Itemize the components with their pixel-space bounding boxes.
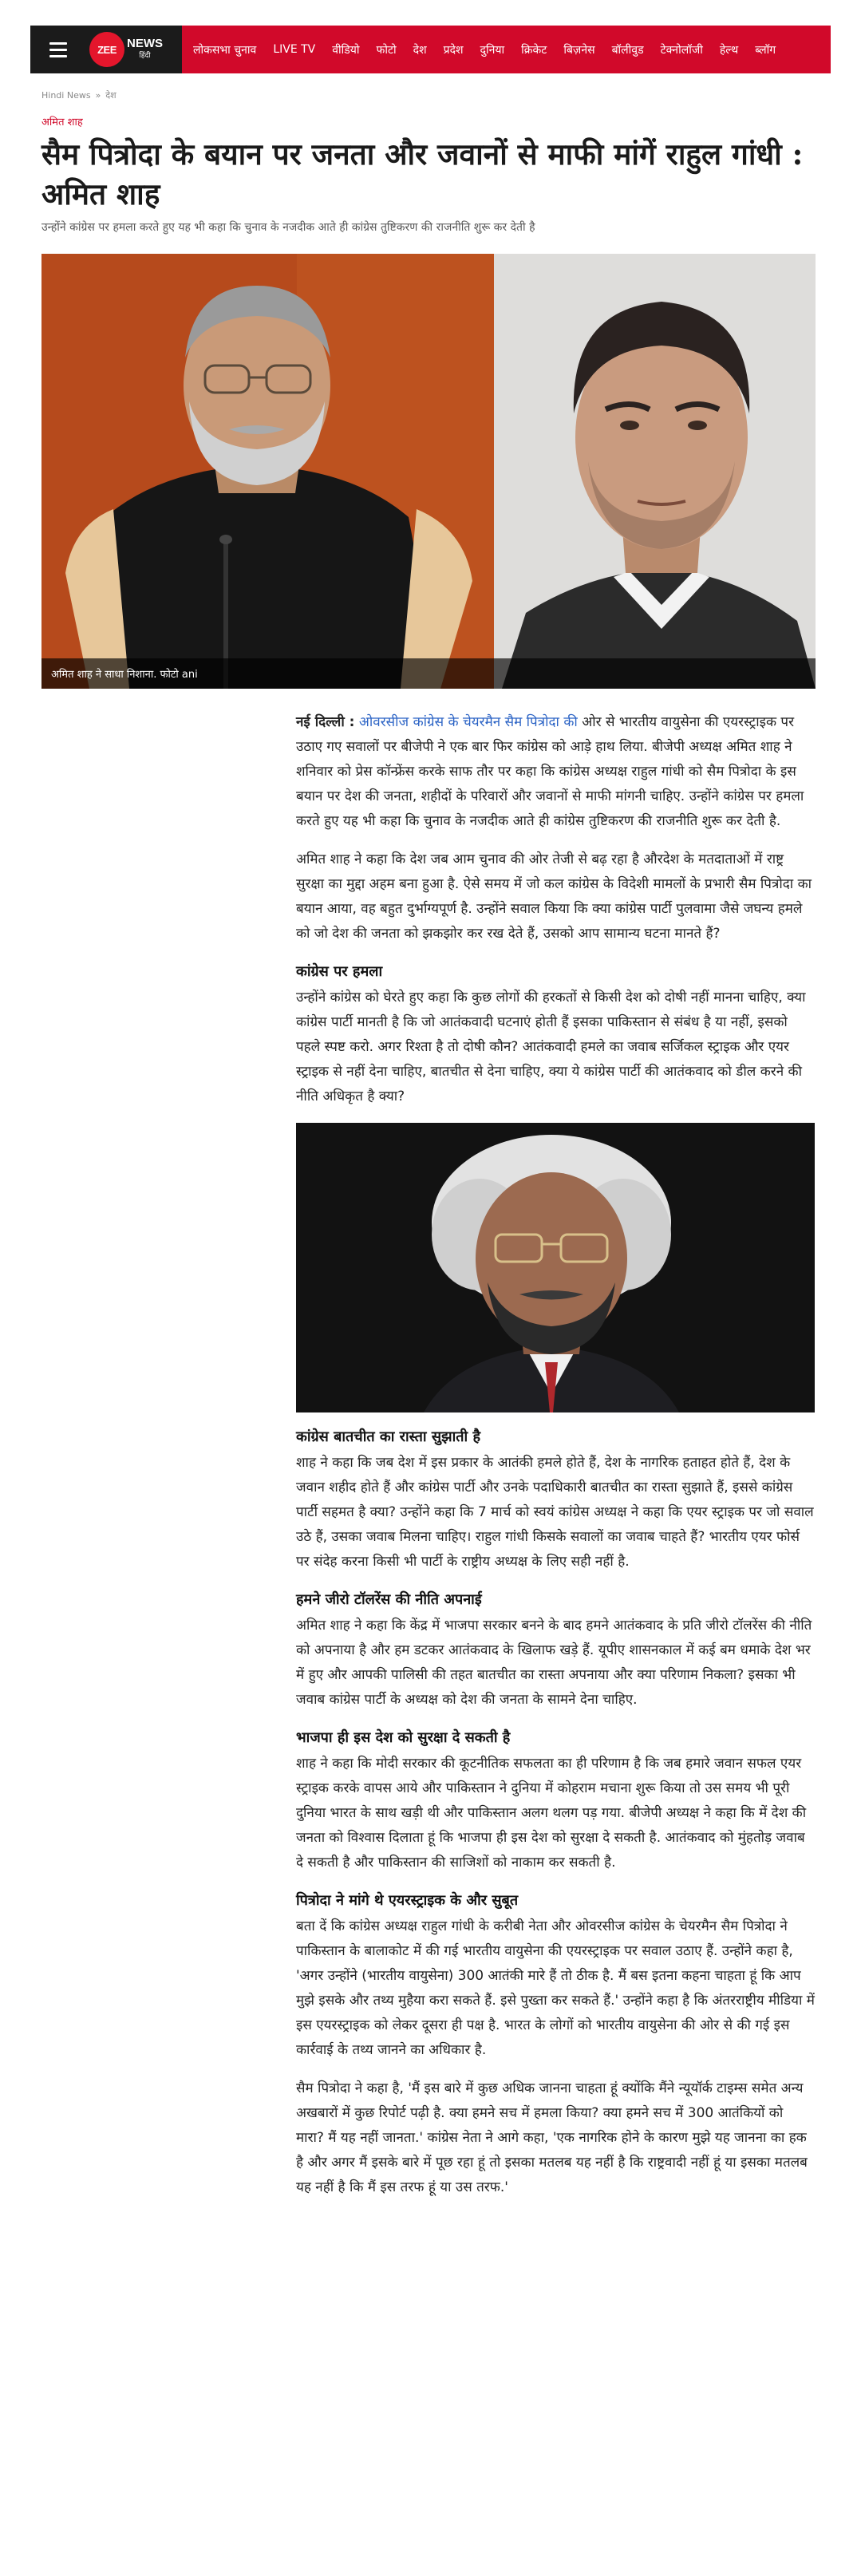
logo-wordmark xyxy=(127,38,163,61)
inline-link-sam-pitroda[interactable]: ओवरसीज कांग्रेस के चेयरमैन सैम पित्रोदा की xyxy=(358,714,578,730)
nav-item-technology[interactable]: टेक्नोलॉजी xyxy=(660,43,703,57)
paragraph-1-text: ओर से भारतीय वायुसेना की एयरस्ट्राइक पर उठाए गए सवालों पर बीजेपी ने एक बार फिर कांग्रेस को आड़े हाथ लिया. बीजेपी अध्यक्ष अमित शाह ने शनिवार को प्रेस कॉन्फ्रेंस करके साफ तौर पर कहा कि कांग्रेस अध्यक्ष राहुल गांधी को सैम पित्रोदा के इस बयान पर देश की जनता, शहीदों के परिवारों और जवानों से माफी मांगनी चाहिए. उन्होंने कांग्रेस पर हमला करते हुए यह भी कहा कि चुनाव के नजदीक आते ही कांग्रेस तुष्टिकरण की राजनीति शुरू कर देती है. xyxy=(296,714,804,829)
author-name[interactable]: अमित शाह xyxy=(41,117,83,128)
paragraph-4: शाह ने कहा कि जब देश में इस प्रकार के आतंकी हमले होते हैं, देश के नागरिक हताहत होते हैं, देश के जवान शहीद होते हैं और कांग्रेस पार्टी और उनके पदाधिकारी बातचीत का रास्ता सुझाते हैं, इससे कांग्रेस पार्टी सहमत है क्या? उन्होंने कहा कि 7 मार्च को स्वयं कांग्रेस अध्यक्ष ने कहा कि एयर स्ट्राइक पर जो सवाल उठे हैं, उसका जवाब मिलना चाहिए। राहुल गांधी किसके सवालों का जवाब चाहते हैं? भारतीय एयर फोर्स पर संदेह करना किसी भी पार्टी के राष्ट्रीय अध्यक्ष के लिए सही नहीं है. xyxy=(296,1455,814,1570)
nav-item-cricket[interactable]: क्रिकेट xyxy=(521,43,547,57)
nav-item-states[interactable]: प्रदेश xyxy=(443,43,464,57)
site-logo[interactable] xyxy=(86,26,182,73)
breadcrumb-home[interactable]: Hindi News xyxy=(41,90,91,101)
nav-item-bollywood[interactable]: बॉलीवुड xyxy=(611,43,644,57)
paragraph-7: बता दें कि कांग्रेस अध्यक्ष राहुल गांधी के करीबी नेता और ओवरसीज कांग्रेस के चेयरमैन सैम पित्रोदा ने पाकिस्तान के बालाकोट में की गई भारतीय वायुसेना की एयरस्ट्राइक पर सवाल उठाए हैं. उन्होंने कहा है, 'अगर उन्होंने (भारतीय वायुसेना) 300 आतंकी मारे हैं तो ठीक है. मैं बस इतना कहना चाहता हूं कि आप मुझे इसके और तथ्य मुहैया करा सकते हैं. इसे पुख्ता कर सकते हैं.' उन्होंने कहा है कि अंतरराष्ट्रीय मीडिया में इस एयरस्ट्राइक को लेकर दूसरा ही पक्ष है. भारत के लोगों को भारतीय वायुसेना की ओर से की गई इस कार्रवाई के तथ्य जानने का अधिकार है. xyxy=(296,1918,815,2058)
hero-caption: अमित शाह ने साधा निशाना. फोटो ani xyxy=(41,658,816,689)
logo-news: NEWS xyxy=(127,37,163,50)
nav-item-business[interactable]: बिज़नेस xyxy=(563,43,595,57)
paragraph-3: उन्होंने कांग्रेस को घेरते हुए कहा कि कुछ लोगों की हरकतों से किसी देश को दोषी नहीं मानना चाहिए, क्या कांग्रेस पार्टी मानती है कि जो आतंकवादी घटनाएं होती हैं इसका पाकिस्तान से संबंध है या नहीं, इसको पहले स्पष्ट करो. अगर रिश्ता है तो दोषी कौन? आतंकवादी हमले का जवाब सर्जिकल स्ट्राइक और एयर स्ट्राइक से नहीं देना चाहिए, बातचीत से देना चाहिए, क्या ये कांग्रेस पार्टी की आतंकवाद को डील करने की नीति अधिकृत है क्या? xyxy=(296,990,806,1104)
section-heading-5: पित्रोदा ने मांगे थे एयरस्ट्राइक के और सुबूत xyxy=(296,1892,519,1909)
paragraph-2: अमित शाह ने कहा कि देश जब आम चुनाव की ओर तेजी से बढ़ रहा है औरदेश के मतदाताओं में राष्ट्र सुरक्षा का मुद्दा अहम बना हुआ है. ऐसे समय में जो कल कांग्रेस के विदेशी मामलों के प्रभारी सैम पित्रोदा का बयान आया, वह बहुत दुर्भाग्यपूर्ण है. उन्होंने सवाल किया कि क्या कांग्रेस पार्टी पुलवामा जैसे जघन्य हमले को जो देश की जनता को झकझोर कर रख देते हैं, उसको आप सामान्य घटना मानते हैं? xyxy=(296,851,812,942)
section-heading-1: कांग्रेस पर हमला xyxy=(296,963,383,980)
logo-mark: ZEE xyxy=(89,32,124,67)
person-photo-illustration-3 xyxy=(296,1123,815,1412)
nav-item-elections[interactable]: लोकसभा चुनाव xyxy=(193,43,257,57)
section-heading-2: कांग्रेस बातचीत का रास्ता सुझाती है xyxy=(296,1428,481,1445)
section-heading-3: हमने जीरो टॉलरेंस की नीति अपनाई xyxy=(296,1591,482,1608)
paragraph-1 xyxy=(296,710,815,834)
dateline: नई दिल्ली : xyxy=(296,714,355,730)
hero-image-right-photo xyxy=(494,254,816,689)
section-heading-4: भाजपा ही इस देश को सुरक्षा दे सकती है xyxy=(296,1729,511,1746)
person-photo-illustration xyxy=(41,254,494,689)
nav-item-live-tv[interactable]: LIVE TV xyxy=(273,43,316,56)
hero-image xyxy=(41,254,816,689)
person-photo-illustration-2 xyxy=(494,254,816,689)
nav-item-photo[interactable]: फोटो xyxy=(376,43,397,57)
nav-item-video[interactable]: वीडियो xyxy=(332,43,360,57)
paragraph-8: सैम पित्रोदा ने कहा है, 'मैं इस बारे में कुछ अधिक जानना चाहता हूं क्योंकि मैंने न्यूयॉर्क टाइम्स समेत अन्य अखबारों में कुछ रिपोर्ट पढ़ी है. क्या हमने सच में हमला किया? क्या हमने सच में 300 आतंकियों को मारा? मैं यह नहीं जानता.' कांग्रेस नेता ने आगे कहा, 'एक नागरिक होने के कारण मुझे यह जानना का हक है और अगर मैं इसके बारे में पूछ रहा हूं तो इसका मतलब यह नहीं है कि राष्ट्रवादी नहीं हूं या इसका मतलब यह नहीं है कि मैं इस तरफ हूं या उस तरफ.' xyxy=(296,2080,808,2195)
main-nav xyxy=(182,26,792,73)
breadcrumb-section[interactable]: देश xyxy=(105,90,117,101)
breadcrumb xyxy=(41,89,117,101)
article-headline: सैम पित्रोदा के बयान पर जनता और जवानों से माफी मांगें राहुल गांधी : अमित शाह xyxy=(41,136,804,211)
logo-hindi: हिंदी xyxy=(139,51,151,59)
nav-item-blog[interactable]: ब्लॉग xyxy=(755,43,776,57)
nav-item-india[interactable]: देश xyxy=(413,43,427,57)
nav-item-health[interactable]: हेल्थ xyxy=(719,43,739,57)
hamburger-menu-icon[interactable] xyxy=(30,26,86,73)
paragraph-5: अमित शाह ने कहा कि केंद्र में भाजपा सरकार बनने के बाद हमने आतंकवाद के प्रति जीरो टॉलरेंस की नीति को अपनाया है और हम डटकर आतंकवाद के खिलाफ खड़े हैं. यूपीए शासनकाल में कई बम धमाके देश भर में हुए और आपकी पालिसी की तहत बातचीत का रास्ता अपनाया और क्या परिणाम निकला? इसका भी जवाब कांग्रेस पार्टी के अध्यक्ष को देश की जनता के सामने देना चाहिए. xyxy=(296,1618,812,1708)
nav-item-world[interactable]: दुनिया xyxy=(480,43,505,57)
paragraph-6: शाह ने कहा कि मोदी सरकार की कूटनीतिक सफलता का ही परिणाम है कि जब हमारे जवान सफल एयर स्ट्राइक करके वापस आये और पाकिस्तान ने दुनिया में कोहराम मचाना शुरू किया तो उस समय भी पूरी दुनिया भारत के साथ खड़ी थी और पाकिस्तान अलग थलग पड़ गया. बीजेपी अध्यक्ष ने कहा कि में देश की जनता को विश्वास दिलाता हूं कि भाजपा ही इस देश को सुरक्षा दे सकती है. आतंकवाद को मुंहतोड़ जवाब दे सकती है और पाकिस्तान की साजिशों को नाकाम कर सकती है. xyxy=(296,1756,807,1871)
hero-image-left-photo xyxy=(41,254,494,689)
article-subheadline: उन्होंने कांग्रेस पर हमला करते हुए यह भी कहा कि चुनाव के नजदीक आते ही कांग्रेस तुष्टिकरण की राजनीति शुरू कर देती है xyxy=(41,221,535,234)
inline-article-image xyxy=(296,1123,815,1412)
site-header xyxy=(30,26,831,73)
article-body xyxy=(296,710,815,2214)
breadcrumb-separator: » xyxy=(95,90,101,101)
